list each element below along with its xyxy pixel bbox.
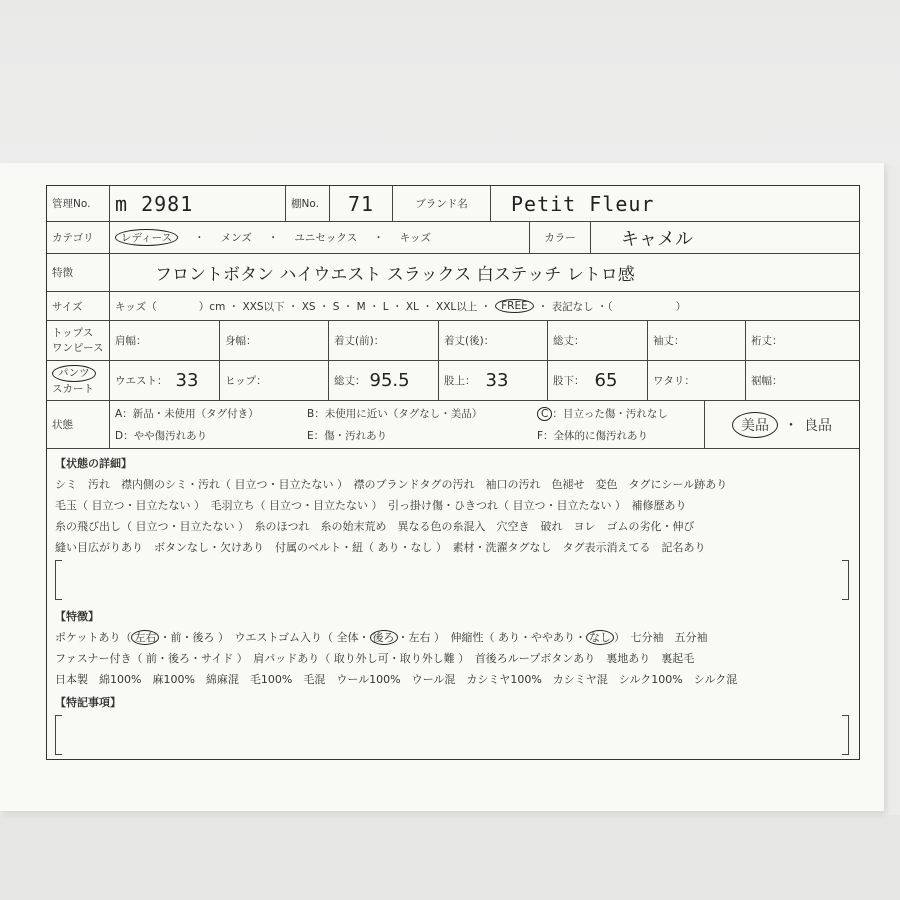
product-form [46,185,860,760]
grade-e: E：傷・汚れあり [307,429,388,442]
features-stretch: ・左右 ） 伸縮性（ あり・ややあり・ [397,631,587,644]
category-label: カテゴリ [47,222,110,253]
grade-d: D：やや傷汚れあり [115,429,208,442]
waist-value: 33 [175,370,199,391]
bracket-right [842,715,849,755]
brand-label: ブランド名 [393,186,491,221]
background-surface [0,815,900,900]
category-sep: ・ [267,232,279,244]
pants-label [47,361,110,400]
tops-label-line1: トップス [52,326,94,339]
detail-line-2: 毛玉（ 目立つ・目立たない ） 毛羽立ち（ 目立つ・目立たない ） 引っ掛け傷・ひきつれ（ 目立つ・目立たない ） 補修歴あり [55,499,687,512]
features-line-3: 日本製 綿100% 麻100% 綿麻混 毛100% 毛混 ウール100% ウール混 カシミヤ100% カシミヤ混 シルク100% シルク混 [55,673,738,686]
condition-detail-heading: 【状態の詳細】 [55,457,132,470]
row-pants-measurements [47,361,859,401]
yuki-length-field: 裄丈： [751,335,783,347]
category-options [110,222,530,253]
total-length-label: 総丈： [334,375,366,387]
size-free-circled: FREE [495,299,534,313]
category-ladies-circled: レディース [115,229,178,246]
total-length-pants-field [329,361,439,400]
tops-label [47,321,110,360]
back-length-field: 着丈(後)： [439,321,548,360]
row-condition [47,401,859,449]
size-options-a: キッズ（ ）cm ・ XXS以下 ・ XS ・ S ・ M ・ L ・ XL ・ XXL以上 ・ [115,300,492,313]
grade-a: A：新品・未使用（タグ付き） [115,407,259,420]
color-value: キャメル [621,228,693,250]
features-line-2: ファスナー付き（ 前・後ろ・サイド ） 肩パッドあり（ 取り外し可・取り外し難 ） 首後ろループボタンあり 裏地あり 裏起毛 [55,652,695,665]
size-options-b: ・ 表記なし ・（ ） [537,300,687,313]
waist-label: ウエスト： [115,375,168,387]
condition-detail-section [47,449,859,753]
features-line-1 [55,627,853,648]
grade-b: B：未使用に近い（タグなし・美品） [307,407,483,420]
row-features [47,254,859,292]
features-heading: 【特徴】 [55,610,99,623]
features-pockets: ポケットあり（ [55,631,132,644]
features-waist-elastic: ・前・後ろ ） ウエストゴム入り（ 全体・ [159,631,370,644]
row-size [47,292,859,321]
grade-c-text: ：目立った傷・汚れなし [552,407,668,420]
detail-line-3: 糸の飛び出し（ 目立つ・目立たない ） 糸のほつれ 糸の始末荒め 異なる色の糸混入 穴空き 破れ ヨレ ゴムの劣化・伸び [55,520,695,533]
special-notes-bracket [55,715,853,753]
rise-value: 33 [485,370,509,391]
category-sep: ・ [194,232,205,244]
row-tops-measurements [47,321,859,361]
grade-bihin-circled: 美品 [732,412,778,438]
mgmt-no-value: m 2981 [110,186,286,221]
bracket-left [55,560,62,600]
grade-c-circled: C [537,407,552,421]
row-identification [47,186,859,222]
front-length-field: 着丈(前)： [329,321,439,360]
skirt-label: スカート [52,382,94,395]
condition-line2 [115,425,699,447]
body-width-field: 身幅： [220,321,329,360]
rise-field [439,361,548,400]
hip-field: ヒップ： [220,361,329,400]
detail-line-1: シミ 汚れ 襟内側のシミ・汚れ（ 目立つ・目立たない ） 襟のブランドタグの汚れ 袖口の汚れ 色褪せ 変色 タグにシール跡あり [55,478,728,491]
waist-back-circled: 後ろ [370,630,398,645]
detail-notes-bracket [55,560,853,598]
inseam-label: 股下： [553,375,585,387]
size-options [110,292,859,320]
condition-grades [110,401,705,448]
feature-label: 特徴 [47,254,110,291]
rise-label: 股上： [444,375,476,387]
shoulder-width-field: 肩幅： [110,321,220,360]
total-length-value: 95.5 [369,370,410,391]
tops-label-line2: ワンピース [52,341,104,354]
total-length-field: 総丈： [548,321,648,360]
grade-c [537,403,668,425]
thigh-field: ワタリ： [648,361,746,400]
bracket-right [842,560,849,600]
mgmt-no-label: 管理No. [47,186,110,221]
row-category [47,222,859,254]
grade-f: F：全体的に傷汚れあり [537,429,649,442]
stretch-none-circled: なし [586,630,614,645]
special-notes-heading: 【特記事項】 [55,696,121,709]
color-label: カラー [530,222,591,253]
category-unisex: ユニセックス [294,232,358,244]
detail-line-4: 縫い目広がりあり ボタンなし・欠けあり 付属のベルト・紐（ あり・なし ） 素材・洗濯タグなし タグ表示消えてる 記名あり [55,541,706,554]
inseam-value: 65 [594,370,618,391]
grade-ryohin: 良品 [804,417,832,434]
category-mens: メンズ [220,232,252,244]
background-wall [0,0,900,165]
brand-value: Petit Fleur [511,191,655,216]
category-kids: キッズ [399,232,432,244]
shelf-no-value: 71 [330,186,393,221]
waist-field [110,361,220,400]
inseam-field [548,361,648,400]
hem-width-field: 裾幅： [751,375,783,387]
grade-summary-sep: ・ [784,417,798,434]
shelf-no-label: 棚No. [286,186,330,221]
features-sleeves: ） 七分袖 五分袖 [614,631,708,644]
size-label: サイズ [47,292,110,320]
grade-summary [705,401,859,448]
category-sep: ・ [373,232,384,244]
sleeve-length-field: 袖丈： [648,321,746,360]
bracket-left [55,715,62,755]
pockets-left-right-circled: 左右 [131,630,159,645]
condition-line1 [115,403,699,425]
condition-label: 状態 [47,401,110,448]
feature-value: フロントボタン ハイウエスト スラックス 白ステッチ レトロ感 [155,265,635,285]
pants-label-circled: パンツ [52,365,96,382]
